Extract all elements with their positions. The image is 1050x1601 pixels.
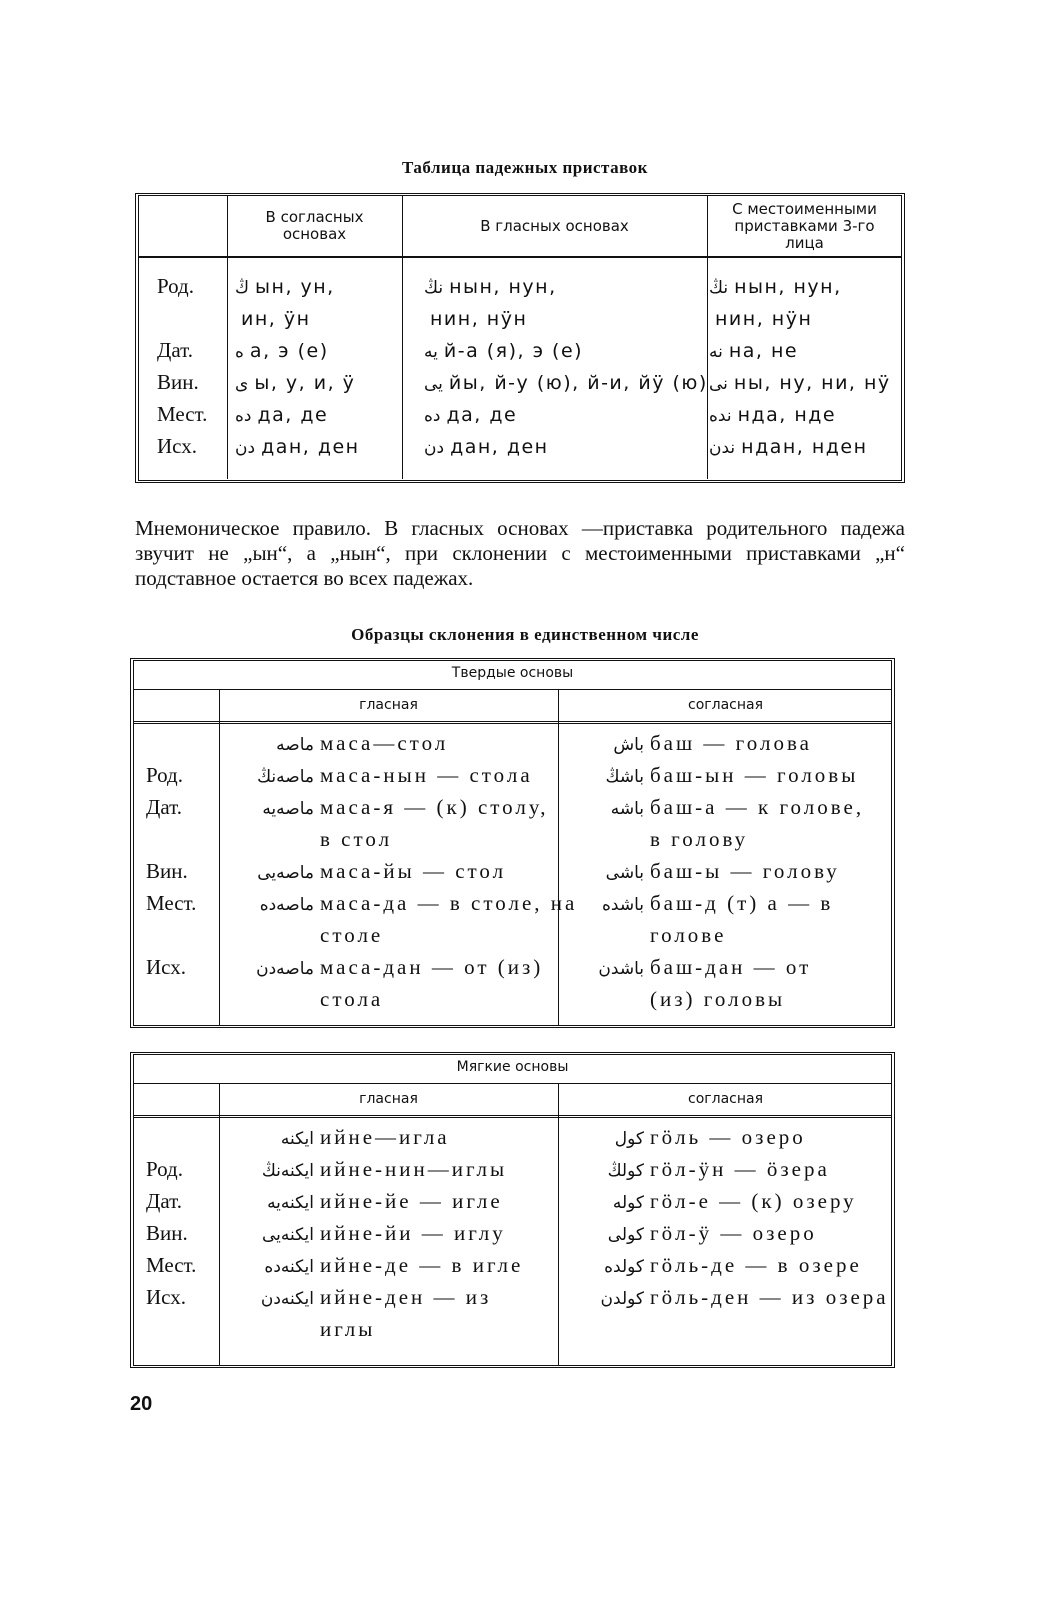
case-label: Мест. <box>146 1253 197 1277</box>
arabic-form: نه <box>709 342 723 362</box>
consonant-form <box>574 859 840 884</box>
consonant-form <box>574 1221 817 1246</box>
suffix-text: нда, нде <box>737 404 837 426</box>
col-consonant: согласная <box>688 1091 763 1107</box>
group-label: Мягкие основы <box>456 1059 569 1075</box>
group-label: Твердые основы <box>451 665 574 681</box>
suffix-text: й-а (я), э (е) <box>443 340 584 362</box>
suffix-text: ы, у, и, ӱ <box>254 372 356 394</box>
suffix-text: нын, нун, <box>449 276 557 298</box>
consonant-form <box>574 1253 862 1278</box>
arabic-form: نڭ <box>424 278 444 298</box>
arabic-form: دن <box>235 438 256 458</box>
case-label: Мест. <box>146 891 197 915</box>
russian-form: ийне—игла <box>320 1125 450 1149</box>
consonant-form <box>574 1189 857 1214</box>
vowel-form <box>244 1221 506 1246</box>
arabic-form: كولى <box>607 1225 644 1245</box>
page-number: 20 <box>130 1393 153 1415</box>
arabic-form: ماصه <box>276 735 314 755</box>
russian-form: ийне-де — в игле <box>320 1253 524 1277</box>
suffix-cell <box>709 308 812 330</box>
case-label: Дат. <box>146 1189 182 1213</box>
suffix-cell <box>424 308 527 330</box>
russian-form: ийне-йе — игле <box>320 1189 503 1213</box>
arabic-form: نده <box>709 406 732 426</box>
case-label: Вин. <box>157 370 199 394</box>
arabic-form: ماصه‌دن <box>256 959 314 979</box>
arabic-form: ه <box>235 342 244 362</box>
arabic-form: ايكنه‌دن <box>260 1289 314 1309</box>
arabic-form: نڭ <box>709 278 729 298</box>
suffix-text: ын, ун, <box>255 276 335 298</box>
arabic-form: باشدن <box>598 959 644 979</box>
vowel-form <box>244 1253 523 1278</box>
arabic-form: كولده <box>604 1257 644 1277</box>
divider <box>227 196 228 479</box>
russian-form: голове <box>650 923 727 947</box>
case-label: Род. <box>146 763 183 787</box>
suffix-text: да, де <box>446 404 518 426</box>
consonant-form <box>574 923 726 948</box>
arabic-form: كوله <box>612 1193 644 1213</box>
header-vowel-stems: В гласных основах <box>402 196 707 258</box>
suffix-text: нын, нун, <box>734 276 842 298</box>
table2-title: Образцы склонения в единственном числе <box>351 625 699 644</box>
consonant-form <box>574 763 858 788</box>
suffix-cell <box>424 372 708 394</box>
russian-form: баш-дан — от <box>650 955 812 979</box>
vowel-form <box>244 731 448 756</box>
russian-form: маса-йы — стол <box>320 859 507 883</box>
russian-form: гӧль-де — в озере <box>650 1253 862 1277</box>
vowel-form <box>244 955 543 980</box>
arabic-form: ماصه‌ده <box>259 895 314 915</box>
suffix-cell <box>235 308 311 330</box>
vowel-form <box>244 1189 503 1214</box>
suffix-cell <box>235 404 328 426</box>
arabic-form: ايكنه‌يى <box>262 1225 314 1245</box>
arabic-form: باشده <box>602 895 644 915</box>
divider <box>219 1083 220 1365</box>
suffix-cell <box>235 436 360 458</box>
suffix-cell <box>709 276 842 298</box>
arabic-form: ايكنه‌نڭ <box>261 1161 314 1181</box>
russian-form: маса-нын — стола <box>320 763 533 787</box>
arabic-form: ڭ <box>235 278 250 298</box>
arabic-form: يه <box>424 342 438 362</box>
consonant-form <box>574 955 811 980</box>
suffix-text: на, не <box>728 340 799 362</box>
consonant-form <box>574 731 812 756</box>
suffix-cell <box>424 340 583 362</box>
arabic-form: ده <box>424 406 441 426</box>
russian-form: в стол <box>320 827 393 851</box>
divider <box>402 196 403 479</box>
vowel-form <box>244 1285 491 1310</box>
russian-form: гӧл-ӱ — озеро <box>650 1221 817 1245</box>
rule <box>134 1115 891 1118</box>
russian-form: баш — голова <box>650 731 812 755</box>
suffix-cell <box>424 404 517 426</box>
suffix-text: ны, ну, ни, нӱ <box>733 372 891 394</box>
consonant-form <box>574 1157 830 1182</box>
suffix-text: ин, ӱн <box>241 308 311 330</box>
arabic-form: يى <box>424 374 443 394</box>
russian-form: гӧль — озеро <box>650 1125 806 1149</box>
header-empty <box>139 196 227 258</box>
suffix-text: да, де <box>257 404 329 426</box>
suffix-cell <box>235 340 329 362</box>
suffix-cell <box>709 372 891 394</box>
arabic-form: ماصه‌يه <box>262 799 314 819</box>
suffix-text: дан, ден <box>261 436 360 458</box>
arabic-form: ماصه‌نڭ <box>257 767 314 787</box>
russian-form: гӧл-ӱн — ӧзера <box>650 1157 830 1181</box>
rule <box>134 689 891 690</box>
consonant-form <box>574 1285 889 1310</box>
russian-form: баш-ын — головы <box>650 763 859 787</box>
russian-form: баш-а — к голове, <box>650 795 865 819</box>
case-label: Род. <box>157 274 194 298</box>
russian-form: гӧл-е — (к) озеру <box>650 1189 857 1213</box>
russian-form: иглы <box>320 1317 376 1341</box>
suffix-cell <box>424 276 557 298</box>
arabic-form: كول <box>614 1129 644 1149</box>
case-label: Дат. <box>157 338 193 362</box>
russian-form: маса-я — (к) столу, <box>320 795 549 819</box>
mnemonic-rule: Мнемоническое правило. В гласных основах —приставка родительного падежа звучит не „ын“, а „нын“, при склонении с местоименными приставками „н“ подставное остается во всех падежах. <box>135 516 905 590</box>
russian-form: ийне-нин—иглы <box>320 1157 508 1181</box>
russian-form: баш-ы — голову <box>650 859 840 883</box>
russian-form: в голову <box>650 827 749 851</box>
russian-form: маса—стол <box>320 731 449 755</box>
suffix-cell <box>709 340 798 362</box>
russian-form: стола <box>320 987 384 1011</box>
russian-form: столе <box>320 923 384 947</box>
case-label: Исх. <box>146 955 186 979</box>
consonant-form <box>574 1317 650 1342</box>
suffix-cell <box>424 436 549 458</box>
rule <box>134 721 891 724</box>
consonant-form <box>574 827 748 852</box>
russian-form: (из) головы <box>650 987 786 1011</box>
case-label: Род. <box>146 1157 183 1181</box>
vowel-form <box>244 987 383 1012</box>
case-label: Исх. <box>146 1285 186 1309</box>
col-vowel: гласная <box>359 697 418 713</box>
russian-form: гӧль-ден — из озера <box>650 1285 889 1309</box>
russian-form: баш-д (т) а — в <box>650 891 834 915</box>
arabic-form: ايكنه‌ده <box>264 1257 314 1277</box>
suffix-text: ндан, нден <box>741 436 868 458</box>
arabic-form: كولڭ <box>607 1161 644 1181</box>
russian-form: ийне-ден — из <box>320 1285 492 1309</box>
arabic-form: ى <box>235 374 249 394</box>
suffix-cell <box>235 372 355 394</box>
arabic-form: باشڭ <box>605 767 644 787</box>
arabic-form: ايكنه‌يه <box>267 1193 314 1213</box>
consonant-form <box>574 987 785 1012</box>
vowel-form <box>244 859 506 884</box>
table1-title: Таблица падежных приставок <box>402 158 648 177</box>
arabic-form: باشه <box>610 799 644 819</box>
hard-stems-table <box>130 658 895 1028</box>
col-consonant: согласная <box>688 697 763 713</box>
vowel-form <box>244 923 383 948</box>
case-label: Мест. <box>157 402 208 426</box>
divider <box>707 196 708 479</box>
col-vowel: гласная <box>359 1091 418 1107</box>
header-pronominal: С местоименными приставками 3-го лица <box>707 196 902 258</box>
case-label: Вин. <box>146 1221 188 1245</box>
arabic-form: دن <box>424 438 445 458</box>
vowel-form <box>244 827 392 852</box>
suffix-text: нин, нӱн <box>715 308 813 330</box>
vowel-form <box>244 1157 507 1182</box>
arabic-form: ندن <box>709 438 736 458</box>
arabic-form: ايكنه <box>280 1129 314 1149</box>
arabic-form: ماصه‌يى <box>257 863 314 883</box>
suffix-text: нин, нӱн <box>430 308 528 330</box>
suffix-text: йы, й-у (ю), й-и, йӱ (ю) <box>448 372 708 394</box>
arabic-form: باشى <box>605 863 644 883</box>
vowel-form <box>244 763 533 788</box>
divider <box>558 689 559 1025</box>
vowel-form <box>244 1125 450 1150</box>
case-label: Вин. <box>146 859 188 883</box>
suffix-cell <box>709 404 836 426</box>
rule <box>134 1083 891 1084</box>
divider <box>219 689 220 1025</box>
arabic-form: ده <box>235 406 252 426</box>
suffix-text: дан, ден <box>450 436 549 458</box>
arabic-form: كولدن <box>600 1289 644 1309</box>
consonant-form <box>574 795 864 820</box>
vowel-form <box>244 795 549 820</box>
case-prefix-table <box>135 193 905 483</box>
vowel-form <box>244 1317 375 1342</box>
suffix-text: а, э (е) <box>249 340 329 362</box>
russian-form: маса-дан — от (из) <box>320 955 544 979</box>
suffix-cell <box>709 436 868 458</box>
divider <box>558 1083 559 1365</box>
soft-stems-table <box>130 1052 895 1368</box>
case-label: Исх. <box>157 434 197 458</box>
consonant-form <box>574 891 833 916</box>
consonant-form <box>574 1125 806 1150</box>
russian-form: ийне-йи — иглу <box>320 1221 506 1245</box>
arabic-form: نى <box>709 374 728 394</box>
suffix-cell <box>235 276 335 298</box>
vowel-form <box>244 891 577 916</box>
case-label: Дат. <box>146 795 182 819</box>
arabic-form: باش <box>613 735 644 755</box>
header-consonant-stems: В согласных основах <box>227 196 402 258</box>
russian-form: маса-да — в столе, на <box>320 891 578 915</box>
